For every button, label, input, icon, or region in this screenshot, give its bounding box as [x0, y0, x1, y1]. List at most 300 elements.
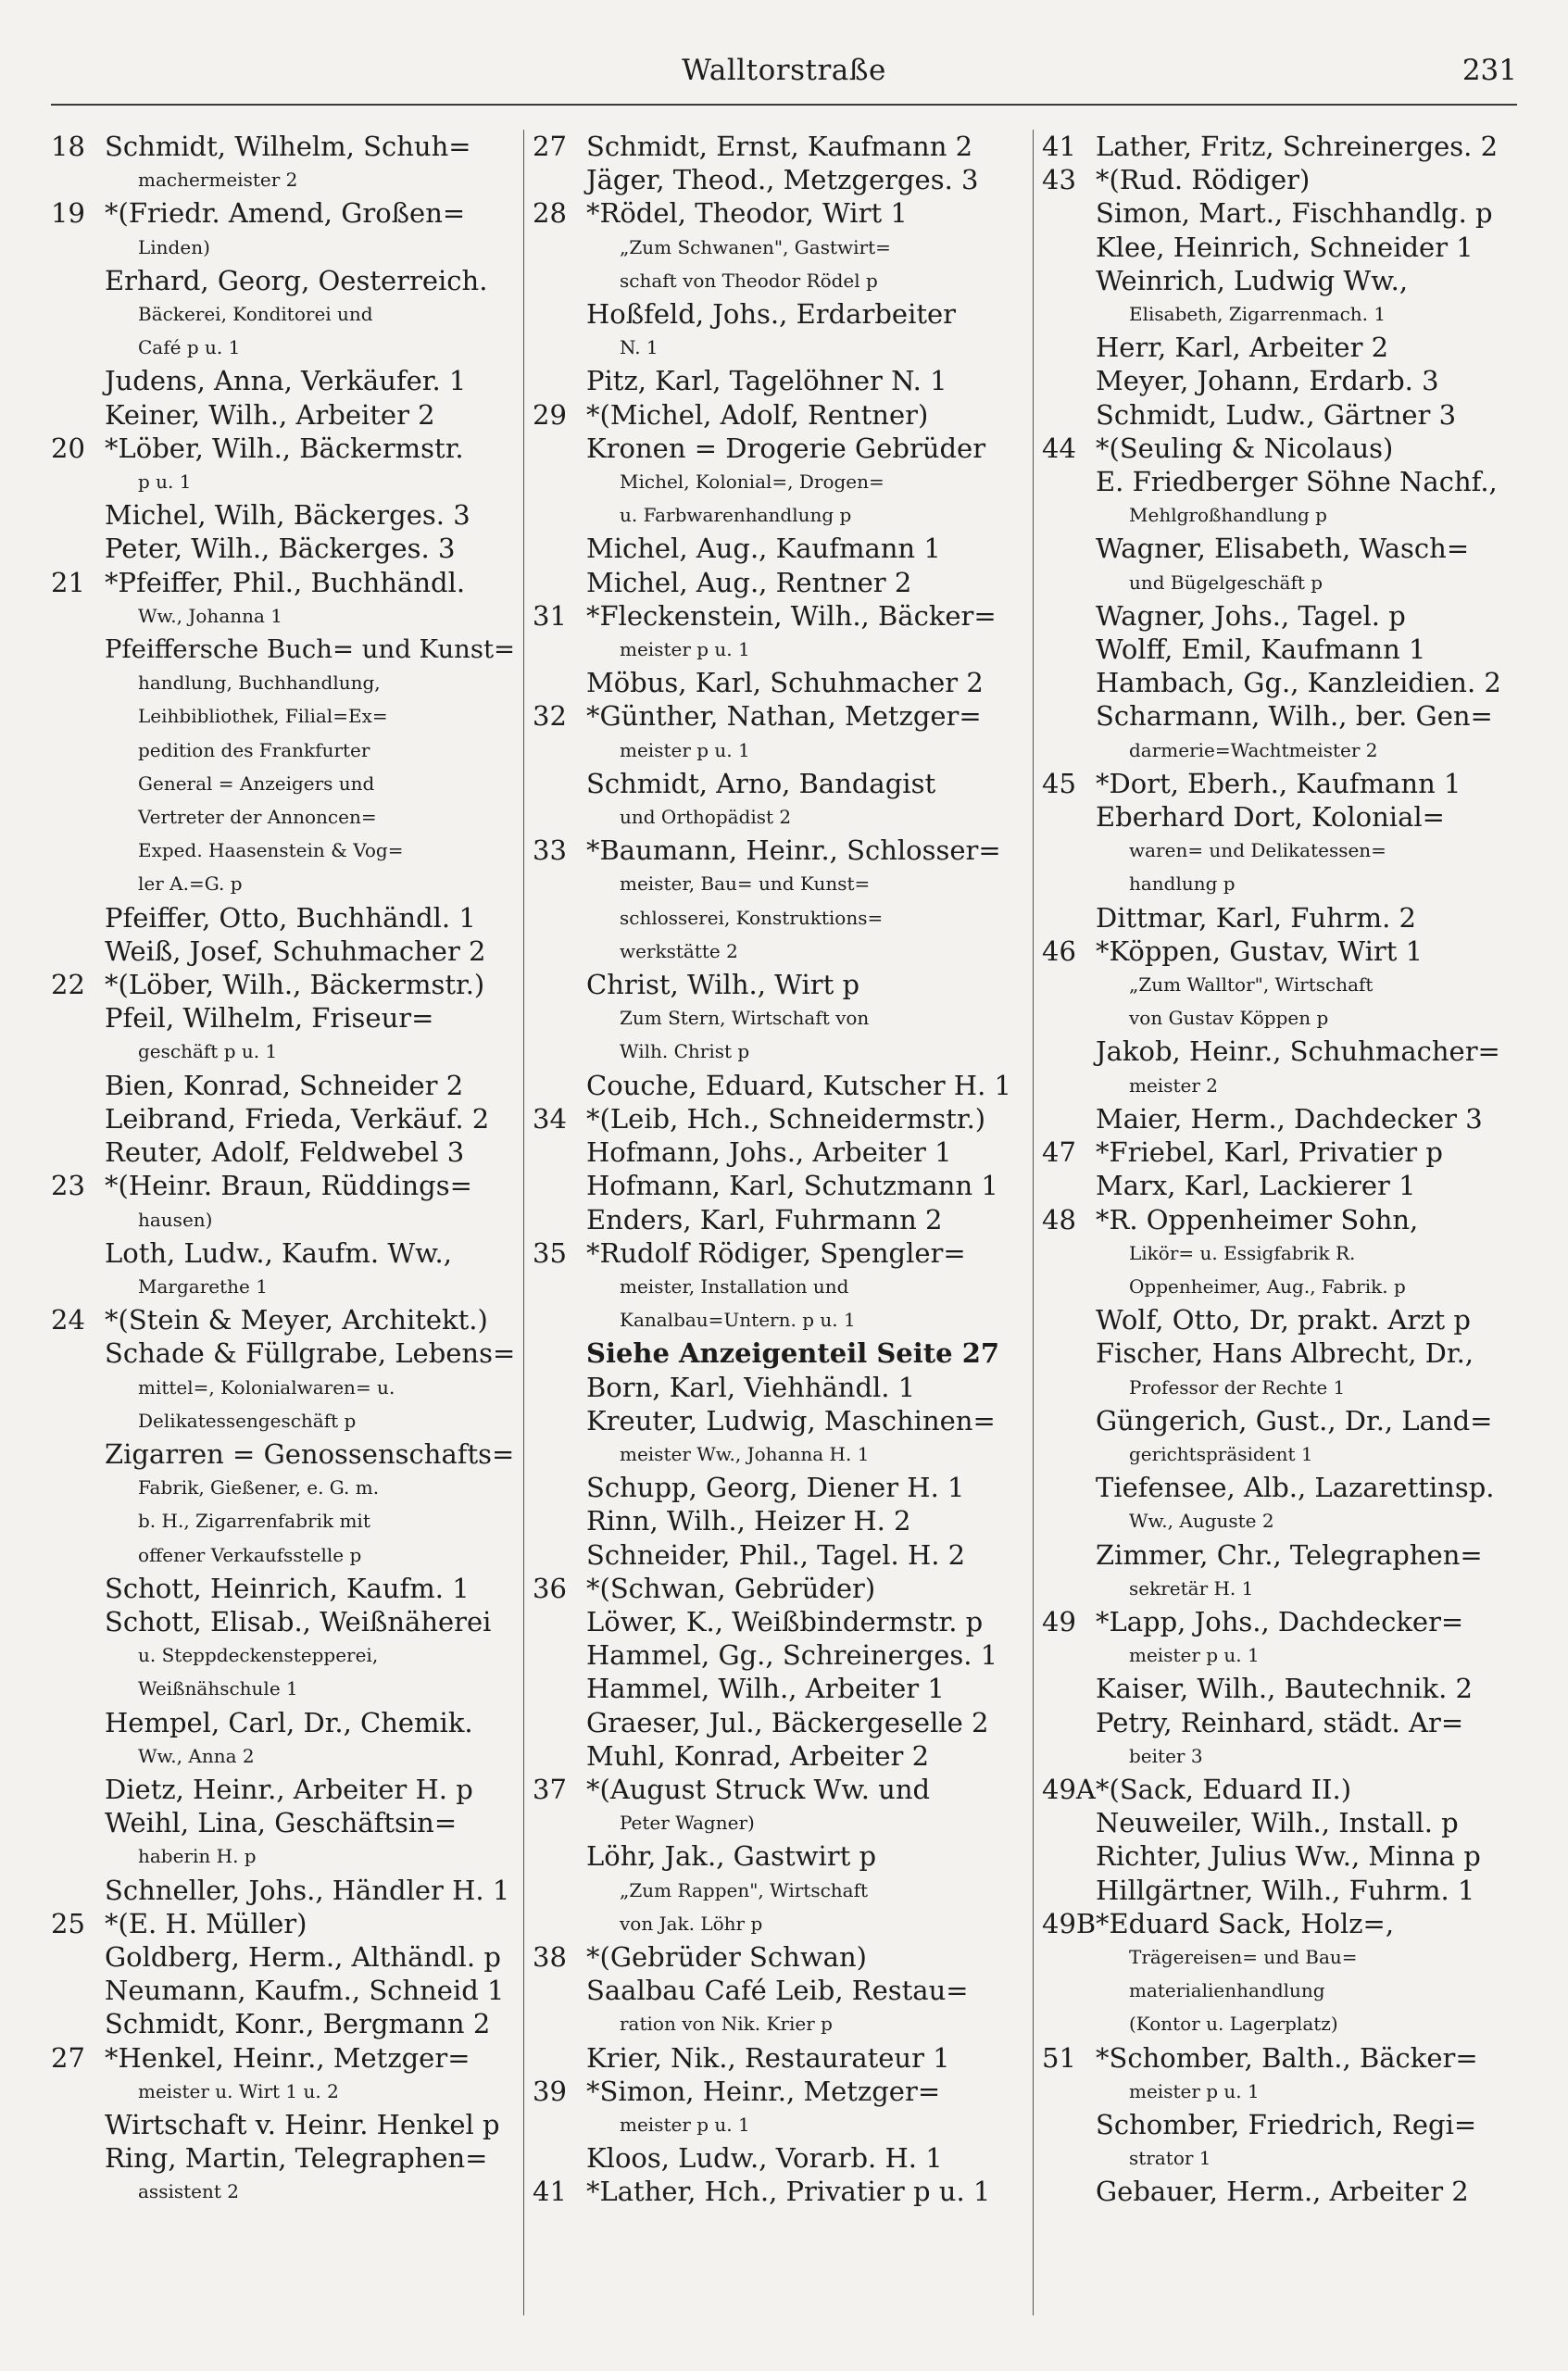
directory-entry: [1042, 767, 1519, 800]
entry-line: Hofmann, Karl, Schutzmann 1: [586, 1170, 998, 1202]
house-number: 19: [51, 197, 85, 230]
entry-continuation-line: Ww., Johanna 1: [138, 604, 283, 627]
directory-entry: [1042, 163, 1519, 196]
directory-entry: [533, 968, 1028, 1069]
house-number: 43: [1042, 164, 1076, 196]
directory-entry: [51, 1303, 519, 1336]
entry-continuation-line: u. Farbwarenhandlung p: [620, 504, 852, 527]
directory-entry: [533, 767, 1028, 834]
directory-entry: [1042, 432, 1519, 465]
entry-line: Graeser, Jul., Bäckergeselle 2: [586, 1706, 989, 1738]
directory-entry: [1042, 1303, 1519, 1336]
entry-line: *Rödel, Theodor, Wirt 1: [586, 197, 908, 230]
entry-line: *Baumann, Heinr., Schlosser=: [586, 834, 1001, 867]
directory-entry: [533, 1135, 1028, 1169]
house-number: 25: [51, 1907, 85, 1939]
directory-entry: [51, 398, 519, 432]
directory-entry: [533, 1471, 1028, 1504]
entry-line: Scharmann, Wilh., ber. Gen=: [1096, 700, 1493, 733]
entry-line: Jäger, Theod., Metzgerges. 3: [586, 164, 979, 196]
directory-entry: [1042, 935, 1519, 1035]
entry-line: Jakob, Heinr., Schuhmacher=: [1096, 1035, 1500, 1068]
entry-line: *Dort, Eberh., Kaufmann 1: [1096, 767, 1461, 799]
directory-entry: [51, 1001, 519, 1068]
entry-line: Neumann, Kaufm., Schneid 1: [105, 1975, 505, 2007]
entry-line: Siehe Anzeigenteil Seite 27: [586, 1337, 1000, 1370]
entry-line: Löwer, K., Weißbindermstr. p: [586, 1605, 984, 1637]
entry-continuation-line: von Jak. Löhr p: [620, 1912, 763, 1935]
directory-entry: [51, 1169, 519, 1236]
entry-continuation-line: ler A.=G. p: [138, 872, 243, 896]
entry-line: *(Sack, Eduard II.): [1096, 1773, 1352, 1805]
house-number: 35: [533, 1236, 567, 1269]
house-number: 39: [533, 2075, 567, 2107]
entry-continuation-line: Delikatessengeschäft p: [138, 1409, 357, 1432]
directory-entry: [1042, 901, 1519, 935]
entry-continuation-line: meister, Bau= und Kunst=: [620, 872, 871, 896]
entry-line: Ring, Martin, Telegraphen=: [105, 2142, 488, 2175]
entry-line: *Lapp, Johs., Dachdecker=: [1096, 1605, 1464, 1637]
entry-line: Wagner, Elisabeth, Wasch=: [1096, 533, 1470, 565]
entry-line: Michel, Aug., Kaufmann 1: [586, 533, 941, 565]
entry-continuation-line: Ww., Auguste 2: [1129, 1510, 1274, 1533]
directory-entry: [533, 1371, 1028, 1404]
entry-line: Michel, Wilh, Bäckerges. 3: [105, 499, 470, 532]
entry-line: Hoßfeld, Johs., Erdarbeiter: [586, 298, 957, 331]
directory-entry: [1042, 666, 1519, 699]
directory-entry: [533, 1069, 1028, 1102]
entry-line: Tiefensee, Alb., Lazarettinsp.: [1096, 1472, 1495, 1504]
entry-continuation-line: Ww., Anna 2: [138, 1744, 255, 1767]
directory-entry: [1042, 1672, 1519, 1705]
entry-line: Möbus, Karl, Schuhmacher 2: [586, 667, 984, 699]
directory-entry: [51, 633, 519, 901]
entry-line: *(Stein & Meyer, Architekt.): [105, 1304, 488, 1336]
entry-continuation-line: (Kontor u. Lagerplatz): [1129, 2013, 1338, 2036]
entry-line: Schneller, Johs., Händler H. 1: [105, 1874, 510, 1906]
house-number: 41: [1042, 131, 1076, 162]
entry-continuation-line: und Bügelgeschäft p: [1129, 571, 1323, 594]
directory-entry: [533, 566, 1028, 599]
entry-line: *(Gebrüder Schwan): [586, 1940, 867, 1973]
entry-line: *Löber, Wilh., Bäckermstr.: [105, 432, 464, 464]
entry-line: Peter, Wilh., Bäckerges. 3: [105, 533, 456, 565]
directory-entry: [533, 196, 1028, 297]
entry-line: Schomber, Friedrich, Regi=: [1096, 2108, 1477, 2140]
entry-line: *Friebel, Karl, Privatier p: [1096, 1136, 1443, 1169]
house-number: 34: [533, 1102, 567, 1135]
entry-continuation-line: u. Steppdeckenstepperei,: [138, 1644, 379, 1667]
entry-line: *(Heinr. Braun, Rüddings=: [105, 1170, 472, 1202]
directory-entry: [1042, 398, 1519, 432]
house-number: 28: [533, 197, 567, 230]
entry-continuation-line: werkstätte 2: [620, 939, 738, 962]
page-header: [51, 48, 1517, 106]
directory-entry: [51, 1102, 519, 1135]
directory-entry: [51, 1605, 519, 1706]
entry-line: *Rudolf Rödiger, Spengler=: [586, 1236, 966, 1269]
entry-line: Richter, Julius Ww., Minna p: [1096, 1840, 1481, 1873]
entry-line: Michel, Aug., Rentner 2: [586, 566, 912, 598]
directory-entry: [533, 1739, 1028, 1773]
directory-entry: [1042, 1773, 1519, 1806]
directory-entry: [51, 498, 519, 532]
house-number: 18: [51, 131, 85, 162]
house-number: 37: [533, 1773, 567, 1805]
house-number: 49: [1042, 1605, 1076, 1637]
directory-entry: [533, 1672, 1028, 1705]
entry-line: Weihl, Lina, Geschäftsin=: [105, 1807, 458, 1839]
directory-entry: [1042, 1471, 1519, 1537]
entry-line: Loth, Ludw., Kaufm. Ww.,: [105, 1236, 452, 1269]
entry-continuation-line: p u. 1: [138, 470, 192, 494]
entry-continuation-line: pedition des Frankfurter: [138, 738, 370, 761]
entry-line: Wirtschaft v. Heinr. Henkel p: [105, 2108, 500, 2140]
entry-line: Christ, Wilh., Wirt p: [586, 969, 860, 1001]
house-number: 49B: [1042, 1907, 1097, 1939]
entry-line: *Fleckenstein, Wilh., Bäcker=: [586, 599, 997, 632]
entry-line: Keiner, Wilh., Arbeiter 2: [105, 398, 435, 431]
directory-entry: [533, 2141, 1028, 2175]
entry-line: Schmidt, Wilhelm, Schuh=: [105, 131, 471, 162]
directory-entry: [1042, 2175, 1519, 2208]
directory-entry: [533, 599, 1028, 666]
directory-entry: [51, 1336, 519, 1437]
entry-continuation-line: gerichtspräsident 1: [1129, 1442, 1313, 1465]
directory-entry: [1042, 1404, 1519, 1471]
directory-entry: [1042, 599, 1519, 633]
directory-entry: [51, 364, 519, 397]
entry-line: Löhr, Jak., Gastwirt p: [586, 1840, 877, 1873]
entry-line: Schupp, Georg, Diener H. 1: [586, 1472, 965, 1504]
directory-entry: [1042, 633, 1519, 666]
entry-continuation-line: Wilh. Christ p: [620, 1040, 750, 1063]
directory-entry: [51, 901, 519, 935]
entry-continuation-line: Margarethe 1: [138, 1274, 268, 1298]
entry-line: Zigarren = Genossenschafts=: [105, 1437, 515, 1470]
page-title: Walltorstraße: [682, 54, 886, 87]
directory-entry: [51, 1135, 519, 1169]
entry-line: *Köppen, Gustav, Wirt 1: [1096, 935, 1424, 967]
entry-continuation-line: Zum Stern, Wirtschaft von: [620, 1007, 870, 1030]
house-number: 45: [1042, 767, 1076, 799]
directory-entry: [1042, 1605, 1519, 1672]
directory-columns: [51, 130, 1519, 2334]
house-number: 22: [51, 969, 85, 1001]
entry-continuation-line: Michel, Kolonial=, Drogen=: [620, 470, 884, 494]
entry-line: *(Rud. Rödiger): [1096, 164, 1311, 196]
house-number: 27: [51, 2041, 85, 2074]
entry-continuation-line: meister 2: [1129, 1073, 1218, 1097]
entry-line: *(Friedr. Amend, Großen=: [105, 197, 466, 230]
entry-line: Kloos, Ludw., Vorarb. H. 1: [586, 2142, 943, 2175]
directory-entry: [51, 432, 519, 498]
directory-entry: [1042, 1538, 1519, 1605]
entry-line: Muhl, Konrad, Arbeiter 2: [586, 1739, 930, 1772]
entry-line: Gebauer, Herm., Arbeiter 2: [1096, 2176, 1469, 2208]
entry-continuation-line: darmerie=Wachtmeister 2: [1129, 738, 1378, 761]
directory-entry: [533, 432, 1028, 533]
entry-line: Schmidt, Konr., Bergmann 2: [105, 2008, 491, 2040]
entry-line: Pfeil, Wilhelm, Friseur=: [105, 1002, 434, 1035]
column-2: [533, 130, 1028, 2329]
house-number: 47: [1042, 1136, 1076, 1169]
entry-line: Hillgärtner, Wilh., Fuhrm. 1: [1096, 1874, 1475, 1906]
directory-entry: [533, 1236, 1028, 1337]
entry-line: Zimmer, Chr., Telegraphen=: [1096, 1538, 1483, 1571]
entry-line: Kreuter, Ludwig, Maschinen=: [586, 1404, 996, 1436]
entry-line: Rinn, Wilh., Heizer H. 2: [586, 1505, 911, 1537]
directory-entry: [51, 532, 519, 565]
directory-entry: [1042, 2041, 1519, 2108]
directory-entry: [1042, 532, 1519, 598]
entry-line: Schade & Füllgrabe, Lebens=: [105, 1337, 516, 1370]
entry-continuation-line: Likör= u. Essigfabrik R.: [1129, 1241, 1356, 1264]
directory-entry: [51, 566, 519, 633]
entry-continuation-line: meister p u. 1: [1129, 2079, 1260, 2102]
entry-continuation-line: schlosserei, Konstruktions=: [620, 906, 884, 929]
directory-entry: [533, 699, 1028, 766]
entry-line: Pfeiffer, Otto, Buchhändl. 1: [105, 901, 476, 934]
entry-line: *(August Struck Ww. und: [586, 1773, 931, 1805]
entry-line: Kronen = Drogerie Gebrüder: [586, 432, 986, 464]
entry-line: Lather, Fritz, Schreinerges. 2: [1096, 131, 1499, 162]
directory-entry: [533, 1706, 1028, 1739]
entry-line: Judens, Anna, Verkäufer. 1: [105, 365, 467, 397]
directory-entry: [533, 297, 1028, 364]
entry-line: *R. Oppenheimer Sohn,: [1096, 1203, 1419, 1236]
directory-entry: [1042, 1336, 1519, 1403]
directory-entry: [533, 1102, 1028, 1135]
entry-continuation-line: Peter Wagner): [620, 1812, 755, 1835]
house-number: 36: [533, 1572, 567, 1604]
directory-entry: [533, 1839, 1028, 1940]
entry-line: Reuter, Adolf, Feldwebel 3: [105, 1136, 465, 1169]
entry-line: Kaiser, Wilh., Bautechnik. 2: [1096, 1673, 1473, 1705]
entry-continuation-line: Elisabeth, Zigarrenmach. 1: [1129, 303, 1386, 326]
entry-continuation-line: Oppenheimer, Aug., Fabrik. p: [1129, 1274, 1406, 1298]
entry-line: Schmidt, Ludw., Gärtner 3: [1096, 398, 1457, 431]
directory-entry: [533, 398, 1028, 432]
entry-continuation-line: Kanalbau=Untern. p u. 1: [620, 1309, 856, 1332]
entry-line: Petry, Reinhard, städt. Ar=: [1096, 1706, 1464, 1738]
entry-line: Wolf, Otto, Dr, prakt. Arzt p: [1096, 1304, 1471, 1336]
entry-line: Wolff, Emil, Kaufmann 1: [1096, 634, 1426, 666]
house-number: 29: [533, 398, 567, 431]
entry-continuation-line: beiter 3: [1129, 1744, 1203, 1767]
directory-entry: [533, 364, 1028, 397]
directory-entry: [1042, 1806, 1519, 1839]
house-number: 41: [533, 2176, 567, 2208]
directory-entry: [51, 1437, 519, 1572]
entry-continuation-line: meister u. Wirt 1 u. 2: [138, 2079, 339, 2102]
directory-entry: [533, 2075, 1028, 2141]
entry-line: Wagner, Johs., Tagel. p: [1096, 599, 1406, 632]
entry-continuation-line: Bäckerei, Konditorei und: [138, 303, 373, 326]
page-number: 231: [1461, 54, 1517, 87]
directory-entry: [1042, 1135, 1519, 1169]
directory-entry: [51, 196, 519, 263]
entry-continuation-line: hausen): [138, 1208, 213, 1231]
column-divider: [1033, 130, 1034, 2315]
entry-line: Couche, Eduard, Kutscher H. 1: [586, 1069, 1011, 1101]
entry-line: Herr, Karl, Arbeiter 2: [1096, 332, 1389, 364]
directory-entry: [1042, 331, 1519, 364]
directory-entry: [533, 1336, 1028, 1370]
entry-line: Neuweiler, Wilh., Install. p: [1096, 1807, 1459, 1839]
entry-continuation-line: machermeister 2: [138, 169, 298, 192]
house-number: 24: [51, 1304, 85, 1336]
directory-entry: [51, 1974, 519, 2007]
entry-line: Enders, Karl, Fuhrmann 2: [586, 1203, 943, 1236]
house-number: 27: [533, 131, 567, 162]
entry-line: Maier, Herm., Dachdecker 3: [1096, 1102, 1483, 1135]
directory-entry: [533, 1638, 1028, 1672]
house-number: 38: [533, 1940, 567, 1973]
entry-continuation-line: meister p u. 1: [1129, 1644, 1260, 1667]
directory-entry: [51, 1069, 519, 1102]
directory-entry: [51, 1907, 519, 1940]
entry-continuation-line: Linden): [138, 235, 210, 258]
entry-line: Born, Karl, Viehhändl. 1: [586, 1371, 916, 1403]
entry-line: Hammel, Gg., Schreinerges. 1: [586, 1639, 998, 1672]
entry-continuation-line: handlung p: [1129, 872, 1236, 896]
directory-entry: [1042, 196, 1519, 230]
house-number: 20: [51, 432, 85, 464]
entry-line: Saalbau Café Leib, Restau=: [586, 1975, 969, 2007]
entry-continuation-line: Fabrik, Gießener, e. G. m.: [138, 1476, 380, 1499]
entry-line: *Eduard Sack, Holz=,: [1096, 1907, 1395, 1939]
directory-entry: [533, 2041, 1028, 2075]
entry-line: *(Leib, Hch., Schneidermstr.): [586, 1102, 986, 1135]
directory-entry: [51, 130, 519, 196]
directory-entry: [533, 163, 1028, 196]
directory-entry: [51, 1236, 519, 1303]
entry-line: Hammel, Wilh., Arbeiter 1: [586, 1673, 945, 1705]
entry-continuation-line: „Zum Schwanen", Gastwirt=: [620, 235, 891, 258]
entry-line: Schneider, Phil., Tagel. H. 2: [586, 1538, 966, 1571]
entry-continuation-line: meister, Installation und: [620, 1274, 849, 1298]
house-number: 51: [1042, 2041, 1076, 2074]
house-number: 49A: [1042, 1773, 1096, 1805]
directory-entry: [1042, 1169, 1519, 1202]
directory-entry: [533, 1504, 1028, 1537]
entry-line: *Henkel, Heinr., Metzger=: [105, 2041, 470, 2074]
entry-line: Klee, Heinrich, Schneider 1: [1096, 231, 1474, 263]
entry-continuation-line: offener Verkaufsstelle p: [138, 1543, 362, 1566]
entry-continuation-line: waren= und Delikatessen=: [1129, 839, 1386, 862]
entry-continuation-line: materialienhandlung: [1129, 1979, 1325, 2002]
entry-line: Meyer, Johann, Erdarb. 3: [1096, 365, 1439, 397]
entry-line: Schott, Heinrich, Kaufm. 1: [105, 1572, 470, 1604]
directory-entry: [1042, 364, 1519, 397]
house-number: 46: [1042, 935, 1076, 967]
directory-entry: [1042, 1839, 1519, 1873]
directory-entry: [1042, 1102, 1519, 1135]
directory-entry: [533, 834, 1028, 968]
house-number: 31: [533, 599, 567, 632]
entry-continuation-line: mittel=, Kolonialwaren= u.: [138, 1375, 395, 1399]
entry-line: *Simon, Heinr., Metzger=: [586, 2075, 941, 2107]
entry-continuation-line: strator 1: [1129, 2147, 1211, 2170]
entry-continuation-line: Weißnähschule 1: [138, 1677, 298, 1700]
directory-entry: [1042, 1706, 1519, 1773]
column-divider: [523, 130, 524, 2315]
directory-entry: [1042, 1035, 1519, 1101]
entry-line: Hofmann, Johs., Arbeiter 1: [586, 1136, 952, 1169]
directory-entry: [51, 2141, 519, 2208]
entry-line: Eberhard Dort, Kolonial=: [1096, 801, 1445, 834]
directory-entry: [51, 2041, 519, 2108]
directory-entry: [1042, 1203, 1519, 1304]
directory-entry: [533, 1538, 1028, 1572]
entry-continuation-line: von Gustav Köppen p: [1129, 1007, 1329, 1030]
entry-line: Fischer, Hans Albrecht, Dr.,: [1096, 1337, 1474, 1370]
entry-line: Schmidt, Ernst, Kaufmann 2: [586, 131, 973, 162]
entry-line: *(Michel, Adolf, Rentner): [586, 398, 929, 431]
entry-line: *(Schwan, Gebrüder): [586, 1572, 876, 1604]
entry-line: Erhard, Georg, Oesterreich.: [105, 264, 488, 296]
entry-continuation-line: sekretär H. 1: [1129, 1576, 1254, 1599]
entry-continuation-line: b. H., Zigarrenfabrik mit: [138, 1510, 370, 1533]
directory-entry: [1042, 2108, 1519, 2175]
entry-line: *Pfeiffer, Phil., Buchhändl.: [105, 566, 466, 598]
entry-line: Schott, Elisab., Weißnäherei: [105, 1605, 492, 1637]
directory-entry: [533, 1974, 1028, 2040]
entry-line: Dittmar, Karl, Fuhrm. 2: [1096, 901, 1416, 934]
column-1: [51, 130, 519, 2329]
house-number: 44: [1042, 432, 1076, 464]
directory-entry: [533, 130, 1028, 163]
entry-line: Krier, Nik., Restaurateur 1: [586, 2041, 950, 2074]
directory-entry: [51, 935, 519, 968]
entry-line: Simon, Mart., Fischhandlg. p: [1096, 197, 1493, 230]
entry-line: Pitz, Karl, Tagelöhner N. 1: [586, 365, 947, 397]
column-3: [1042, 130, 1519, 2329]
entry-continuation-line: und Orthopädist 2: [620, 806, 792, 829]
entry-line: Güngerich, Gust., Dr., Land=: [1096, 1404, 1493, 1436]
entry-line: Goldberg, Herm., Althändl. p: [105, 1940, 501, 1973]
entry-line: E. Friedberger Söhne Nachf.,: [1096, 466, 1498, 498]
entry-continuation-line: Vertreter der Annoncen=: [138, 806, 377, 829]
directory-entry: [533, 1169, 1028, 1202]
directory-entry: [51, 1940, 519, 1974]
directory-entry: [51, 264, 519, 365]
directory-entry: [51, 968, 519, 1001]
entry-line: *Schomber, Balth., Bäcker=: [1096, 2041, 1478, 2074]
entry-continuation-line: Mehlgroßhandlung p: [1129, 504, 1327, 527]
directory-entry: [51, 1874, 519, 1907]
entry-continuation-line: assistent 2: [138, 2180, 239, 2203]
entry-line: Leibrand, Frieda, Verkäuf. 2: [105, 1102, 490, 1135]
entry-line: *(Seuling & Nicolaus): [1096, 432, 1394, 464]
directory-entry: [1042, 699, 1519, 766]
directory-entry: [533, 2175, 1028, 2208]
house-number: 23: [51, 1170, 85, 1202]
directory-entry: [1042, 465, 1519, 532]
directory-entry: [533, 532, 1028, 565]
directory-entry: [51, 1706, 519, 1773]
directory-entry: [533, 1572, 1028, 1605]
directory-entry: [51, 1806, 519, 1873]
entry-line: Marx, Karl, Lackierer 1: [1096, 1170, 1416, 1202]
entry-continuation-line: ration von Nik. Krier p: [620, 2013, 833, 2036]
entry-line: Weiß, Josef, Schuhmacher 2: [105, 935, 486, 967]
directory-entry: [1042, 130, 1519, 163]
directory-entry: [1042, 800, 1519, 901]
entry-line: *(E. H. Müller): [105, 1907, 307, 1939]
house-number: 33: [533, 834, 567, 867]
